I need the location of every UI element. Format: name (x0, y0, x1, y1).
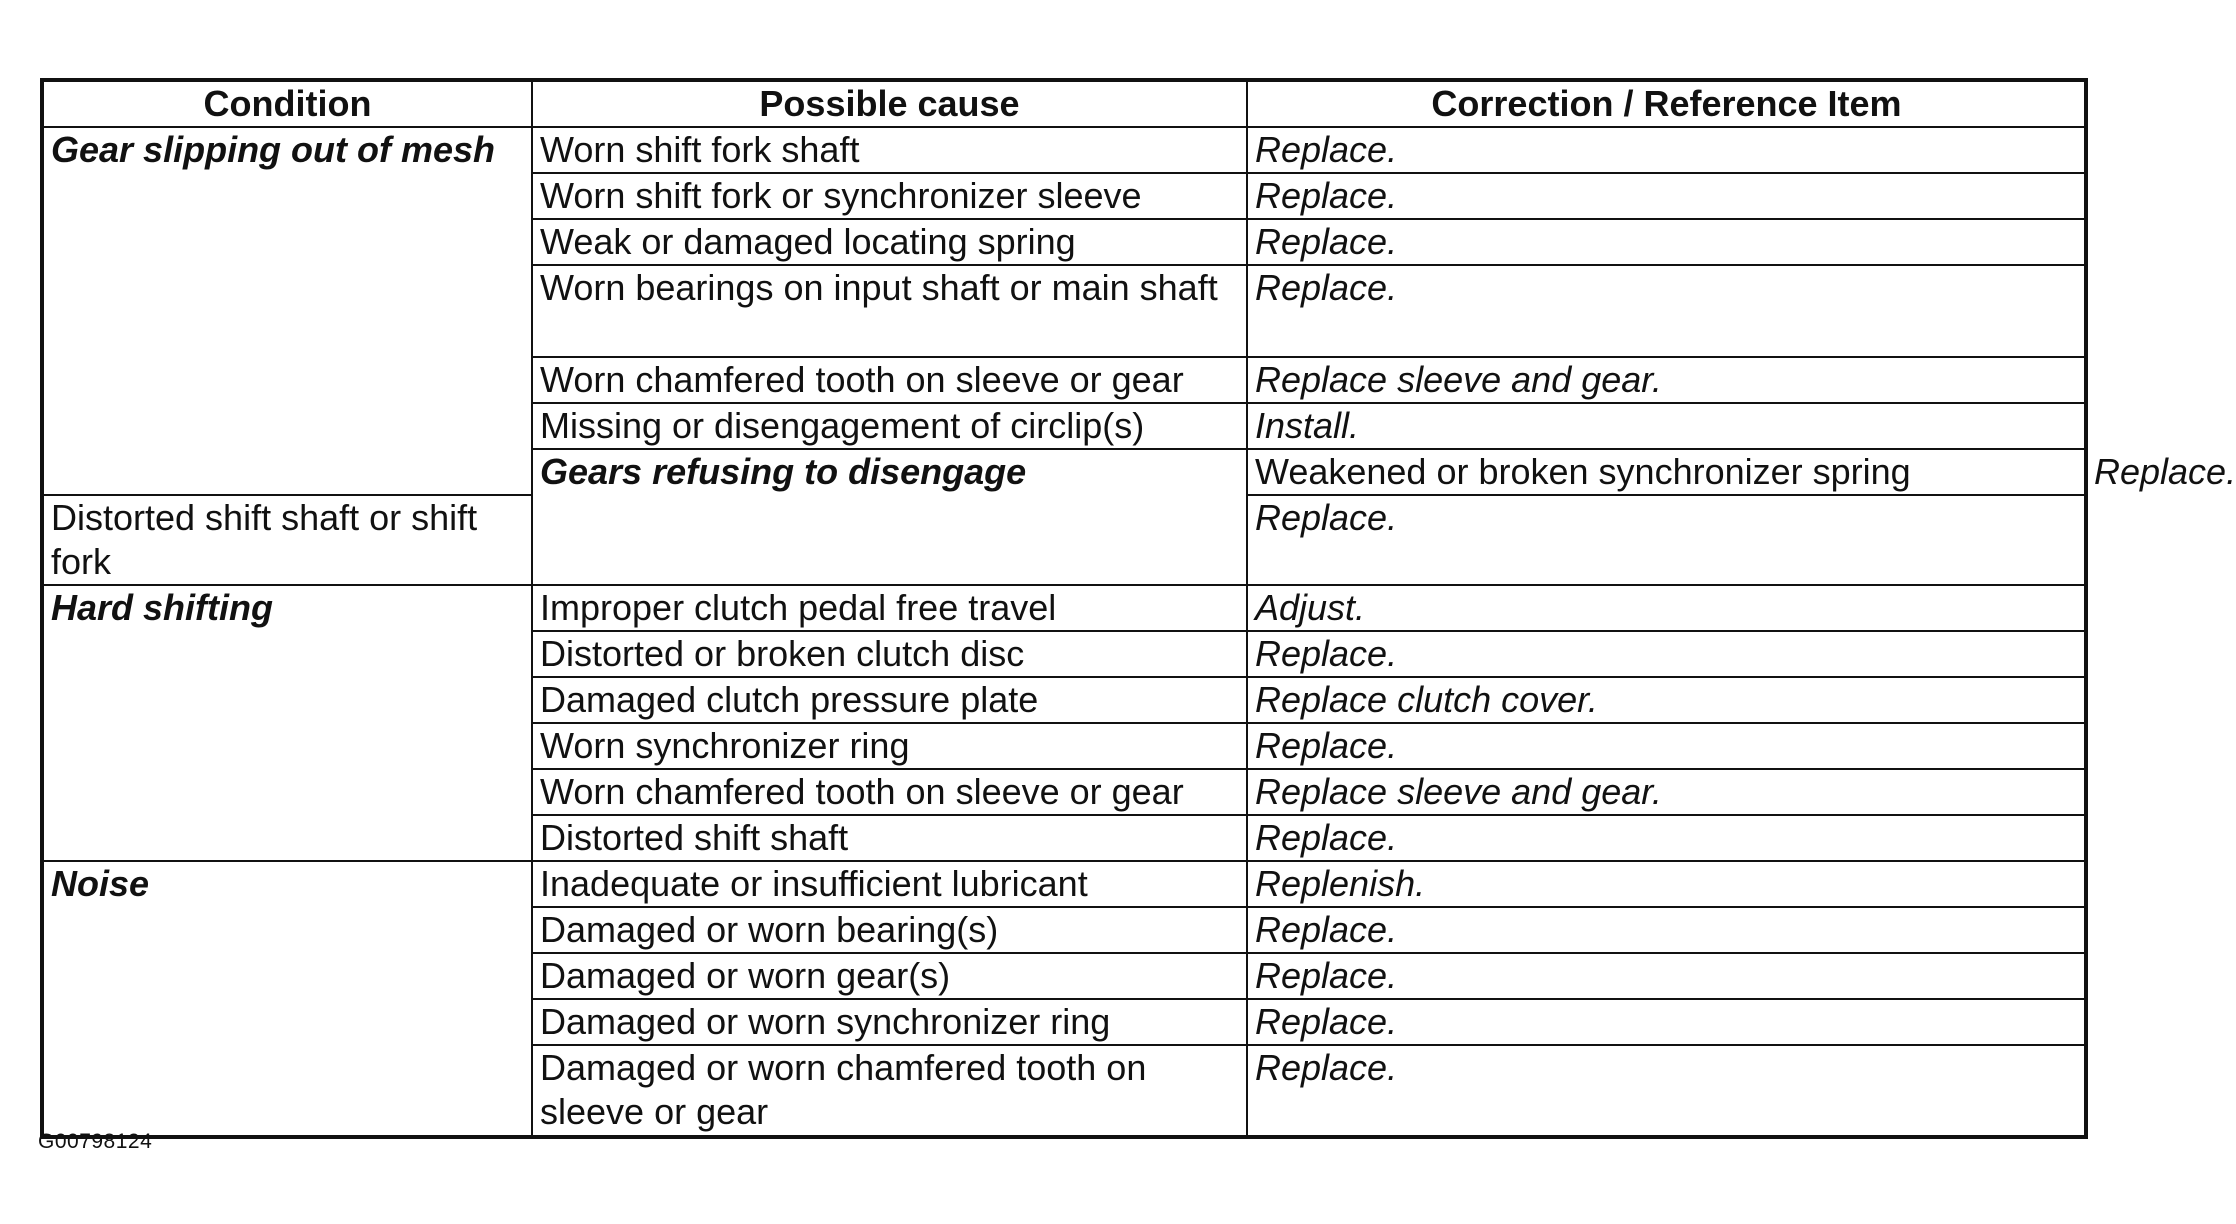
table-row (42, 861, 2086, 907)
correction-cell: Replace. (1247, 219, 2086, 265)
cause-cell: Distorted shift shaft or shift fork (42, 495, 532, 585)
cause-cell: Missing or disengagement of circlip(s) (532, 403, 1247, 449)
cause-cell: Improper clutch pedal free travel (532, 585, 1247, 631)
header-condition: Condition (42, 80, 532, 127)
cause-cell: Distorted shift shaft (532, 815, 1247, 861)
condition-cell: Noise (42, 861, 532, 1137)
cause-cell: Weakened or broken synchronizer spring (1247, 449, 2086, 495)
figure-id-label: G00798124 (38, 1130, 153, 1153)
cause-cell: Damaged or worn gear(s) (532, 953, 1247, 999)
correction-cell: Replace. (1247, 815, 2086, 861)
correction-cell: Replace. (1247, 265, 2086, 357)
correction-cell: Replace. (1247, 1045, 2086, 1137)
condition-cell: Gear slipping out of mesh (42, 127, 532, 495)
troubleshooting-table-container (40, 78, 2236, 1139)
cause-cell: Damaged or worn bearing(s) (532, 907, 1247, 953)
correction-cell: Replace. (1247, 907, 2086, 953)
condition-cell: Gears refusing to disengage (532, 449, 1247, 585)
correction-cell: Adjust. (1247, 585, 2086, 631)
header-possible-cause: Possible cause (532, 80, 1247, 127)
correction-cell: Replace. (1247, 723, 2086, 769)
correction-cell: Replace. (1247, 173, 2086, 219)
correction-cell: Replace. (1247, 999, 2086, 1045)
table-row (42, 585, 2086, 631)
cause-cell: Distorted or broken clutch disc (532, 631, 1247, 677)
table-row (42, 127, 2086, 173)
troubleshooting-table (40, 78, 2236, 1139)
condition-cell: Hard shifting (42, 585, 532, 861)
correction-cell: Replace sleeve and gear. (1247, 769, 2086, 815)
cause-cell: Worn shift fork or synchronizer sleeve (532, 173, 1247, 219)
table-header-row (42, 80, 2086, 127)
cause-cell: Damaged or worn chamfered tooth on sleeve or gear (532, 1045, 1247, 1137)
correction-cell: Replace clutch cover. (1247, 677, 2086, 723)
cause-cell: Worn synchronizer ring (532, 723, 1247, 769)
correction-cell: Replace. (1247, 127, 2086, 173)
cause-cell: Damaged clutch pressure plate (532, 677, 1247, 723)
cause-cell: Worn shift fork shaft (532, 127, 1247, 173)
cause-cell: Worn chamfered tooth on sleeve or gear (532, 769, 1247, 815)
cause-cell: Worn bearings on input shaft or main shaft (532, 265, 1247, 357)
cause-cell: Weak or damaged locating spring (532, 219, 1247, 265)
header-correction: Correction / Reference Item (1247, 80, 2086, 127)
correction-cell: Replace sleeve and gear. (1247, 357, 2086, 403)
correction-cell: Install. (1247, 403, 2086, 449)
correction-cell: Replace. (1247, 631, 2086, 677)
cause-cell: Inadequate or insufficient lubricant (532, 861, 1247, 907)
cause-cell: Damaged or worn synchronizer ring (532, 999, 1247, 1045)
table-row: Gears refusing to disengage Weakened or broken synchronizer spring Replace. (42, 449, 2086, 495)
correction-cell: Replace. (1247, 495, 2086, 585)
correction-cell: Replenish. (1247, 861, 2086, 907)
cause-cell: Worn chamfered tooth on sleeve or gear (532, 357, 1247, 403)
correction-cell: Replace. (1247, 953, 2086, 999)
